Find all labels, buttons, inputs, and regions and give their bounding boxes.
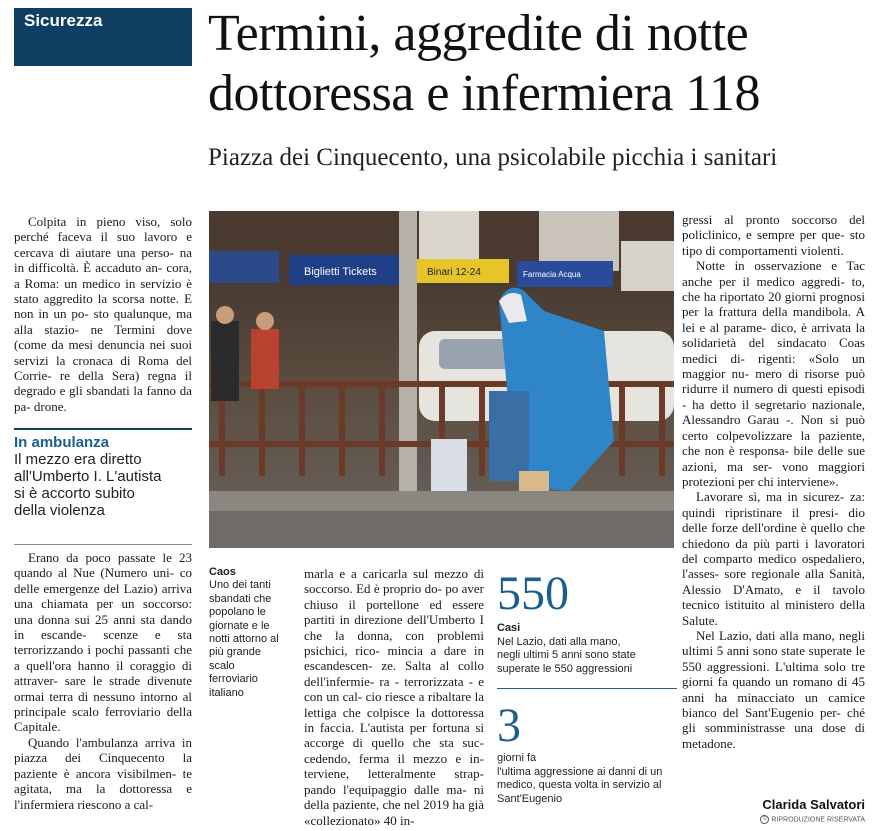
body-paragraph: marla e a caricarla sul mezzo di soccorso. Ed è proprio do- po aver chiuso il portellone ed essere partiti in direzione dell'Umberto I che la donna, con problemi psichici, rico- mincia a dare in escandescen- ze. Salta al collo dell'infermie- ra - terrorizzata - e con un cal- cio riesce a ribaltare la lettiga che colpisce la dottoressa in faccia. L'autista per fortuna si accorge di quello che sta suc- cedendo, ferma il mezzo e in- terviene, letteralmente strap- pando l'equipaggio dalle ma- ni della paziente, che nel 2019 ha già «collezionato» 40 in- [304,566,485,828]
copyright-icon: © [760,815,769,824]
copyright-note: © RIPRODUZIONE RISERVATA [682,815,865,824]
body-paragraph: Quando l'ambulanza arriva in piazza dei Cinquecento la paziente è ancora visibilmen- te agitata, ma la dottoressa e l'infermiera riescono a cal- [14,734,192,812]
section-tag [14,8,192,66]
sign-biglietti: Biglietti Tickets [304,266,377,278]
body-paragraph: gressi al pronto soccorso del policlinico, e sempre per que- sto tipo di comportamenti violenti. [682,212,866,258]
body-paragraph: Erano da poco passate le 23 quando al Nue (Numero uni- co delle emergenze del Lazio) arriva una chiamata per un soccorso: una donna sui 25 anni sta dando in escande- scenze e sta terrorizzando i pochi passanti che a quell'ora hanno il coraggio di attraver- sare le strade divenute ormai terra di nessuno intorno al principale scalo ferroviario della Capitale. [14,550,193,735]
stat-value-3: 3 [497,699,521,752]
stat-value-550: 550 [497,567,569,620]
aside-title: In ambulanza [14,434,110,451]
headline-line-1: Termini, aggredite di notte [208,5,749,62]
body-paragraph: Nel Lazio, dati alla mano, negli ultimi 5 anni sono state superate le 550 aggressioni. L'ultima solo tre giorni fa quando un romano di 45 anni ha minacciato un camice bianco del Sant'Eugenio per- ché gli somministrasse una dose di metadone. [682,627,866,751]
stat-text-giorni: l'ultima aggressione ai danni di un medico, questa volta in servizio al Sant'Eugenio [497,766,663,805]
stat-divider [497,688,677,689]
body-paragraph: Notte in osservazione e Tac anche per il medico aggredi- to, che ha riportato 20 giorni prognosi per la frattura della mandibola. A lei e al parame- dico, è arrivata la solidarietà del sindacato Coas medici di- rigenti: «Solo un maggior nu- mero di risorse può ridurre il numero di questi episodi - ha detto il segretario nazionale, Alessandro Garau -. Non si può certo colpevolizzare la paziente, che non è responsa- bile delle sue azioni, ma ser- vono maggiori protezioni per chi interviene». [682,258,866,489]
section-label: Sicurezza [24,11,103,30]
middle-body-column [304,566,484,828]
body-paragraph: Lavorare sì, ma in sicurez- za: quindi ripristinare il presi- dio delle forze dell'ordine è quello che chiedono da più parti i lavoratori del comparto medico ospedaliero, l'asses- sore regionale alla Sanità, Alessio D'Amato, e il tavolo tecnico istituito al ministero della Salute. [682,489,866,628]
sign-binari: Binari 12-24 [427,267,481,278]
intro-column [14,214,192,414]
subheadline: Piazza dei Cinquecento, una psicolabile picchia i sanitari [208,144,778,171]
aside-divider [14,544,192,545]
stat-text-casi: Nel Lazio, dati alla mano, negli ultimi 5 anni sono state superate le 550 aggressioni [497,636,636,675]
headline-line-2: dottoressa e infermiera 118 [208,65,761,122]
photo-caption: Caos Uno dei tanti sbandati che popolano le giornate e le notti attorno al più grande scalo ferroviario italiano [209,566,292,700]
caption-title: Caos [209,566,236,578]
stat-label-giorni: giorni fa [497,752,537,764]
intro-paragraph: Colpita in pieno viso, solo perché faceva il suo lavoro e cercava di aiutare una perso- na in difficoltà. È accaduto an- cora, a Roma: un medico in servizio è stato aggredito la scorsa notte. E non in un po- sto qualunque, ma alla stazio- ne Termini dove (come da mesi denuncia nei suoi servizi la cronaca di Roma del Corrie- re della Sera) regna il degrado e gli sbandati la fanno da pa- drone. [14,214,193,414]
left-body-column [14,550,192,812]
author-byline: Clarida Salvatori [762,797,865,812]
news-photo [209,211,674,548]
right-body-column [682,212,865,751]
aside-box [14,428,192,519]
sign-farmacia: Farmacia Acqua [523,270,581,279]
aside-text: Il mezzo era diretto all'Umberto I. L'autista si è accorto subito della violenza [14,451,162,519]
stat-label-casi: Casi [497,622,521,634]
headline [208,4,873,124]
